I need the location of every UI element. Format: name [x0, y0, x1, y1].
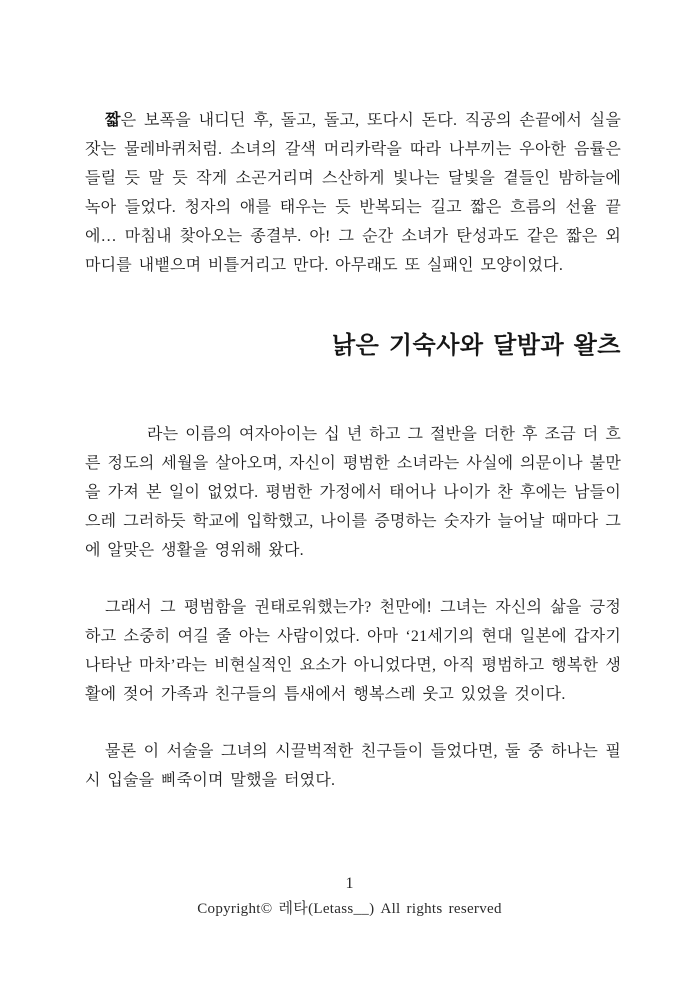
- page-footer: [0, 872, 699, 922]
- body-paragraph-1: 라는 이름의 여자아이는 십 년 하고 그 절반을 더한 후 조금 더 흐른 정도의 세월을 살아오며, 자신이 평범한 소녀라는 사실에 의문이나 불만을 가져 본 일이 없었다. 평범한 가정에서 태어나 나이가 찬 후에는 남들이 으레 그러하듯 학교에 입학했고, 나이를 증명하는 숫자가 늘어날 때마다 그에 알맞은 생활을 영위해 왔다.: [85, 426, 621, 559]
- body-paragraph-3: 물론 이 서술을 그녀의 시끌벅적한 친구들이 들었다면, 둘 중 하나는 필시 입술을 삐죽이며 말했을 터였다.: [85, 743, 621, 789]
- page-content: [85, 106, 621, 823]
- page-number: 1: [345, 875, 354, 892]
- copyright-notice: Copyright© 레타(Letass__) All rights reserved: [197, 901, 502, 917]
- body-paragraph-2: 그래서 그 평범함을 권태로워했는가? 천만에! 그녀는 자신의 삶을 긍정하고 소중히 여길 줄 아는 사람이었다. 아마 ‘21세기의 현대 일본에 갑자기 나타난 마차’라는 비현실적인 요소가 아니었다면, 아직 평범하고 행복한 생활에 젖어 가족과 친구들의 틈새에서 행복스레 웃고 있었을 것이다.: [85, 599, 621, 703]
- intro-paragraph: 짧은 보폭을 내디딘 후, 돌고, 돌고, 또다시 돈다. 직공의 손끝에서 실을 잣는 물레바퀴처럼. 소녀의 갈색 머리카락을 따라 나부끼는 우아한 음률은 들릴 듯 말 듯 작게 소곤거리며 스산하게 빛나는 달빛을 곁들인 밤하늘에 녹아 들었다. 청자의 애를 태우는 듯 반복되는 길고 짧은 흐름의 선율 끝에… 마침내 찾아오는 종결부. 아! 그 순간 소녀가 탄성과도 같은 짧은 외마디를 내뱉으며 비틀거리고 만다. 아무래도 또 실패인 모양이었다.: [85, 112, 621, 274]
- chapter-title: 낡은 기숙사와 달밤과 왈츠: [331, 333, 621, 359]
